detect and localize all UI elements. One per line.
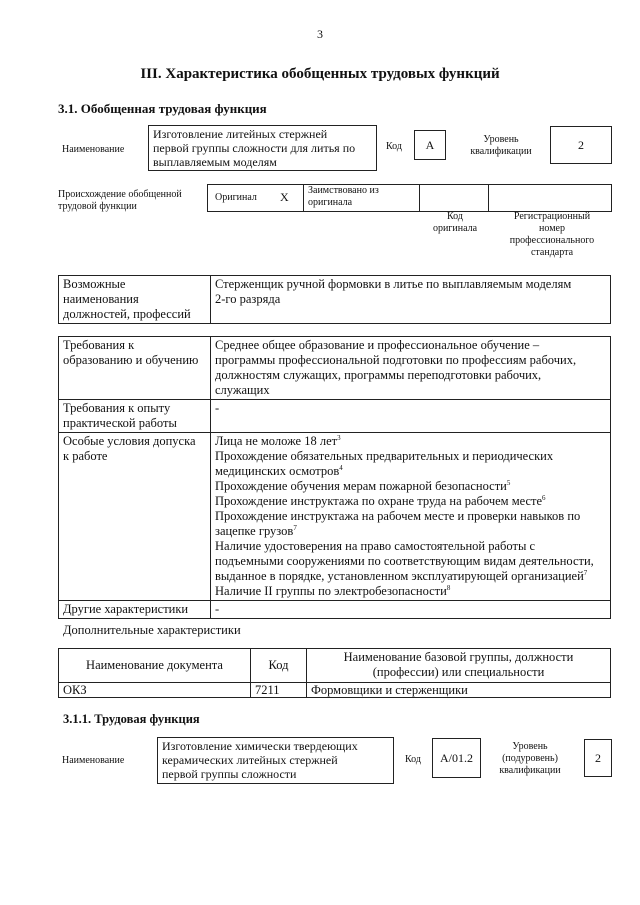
gf-code-value: A <box>414 130 446 160</box>
positions-label: Возможные наименования должностей, профессий <box>59 276 211 324</box>
general-function-heading: 3.1. Обобщенная трудовая функция <box>58 101 267 116</box>
lf-name-label: Наименование <box>62 755 125 766</box>
req-special-value <box>211 433 611 601</box>
condition-line: Прохождение обучения мерам пожарной безопасности$^5$ <box>215 478 511 493</box>
table-row <box>59 433 611 601</box>
row-code: 7211 <box>251 683 307 698</box>
row-name: Формовщики и стерженщики <box>307 683 611 698</box>
req-education-label: Требования к образованию и обучению <box>59 337 211 400</box>
origin-code-caption: Код оригинала <box>432 211 478 234</box>
col-document-header: Наименование документа <box>59 649 251 683</box>
req-special-label: Особые условия допуска к работе <box>59 433 211 601</box>
gf-code-label: Код <box>386 141 402 152</box>
section-title: III. Характеристика обобщенных трудовых функций <box>140 66 500 82</box>
table-row <box>59 683 611 698</box>
col-code-header: Код <box>251 649 307 683</box>
table-row <box>59 400 611 433</box>
additional-heading: Дополнительные характеристики <box>63 623 241 637</box>
condition-line: Прохождение инструктажа по охране труда на рабочем месте$^6$ <box>215 493 546 508</box>
req-education-value: Среднее общее образование и профессиональное обучение – программы профессиональной подготовки по профессиям рабочих, должностям служащих, программы переподготовки рабочих, служащих <box>211 337 611 400</box>
gf-name-line: выплавляемым моделям <box>153 155 277 169</box>
condition-line: зацепке грузов$^7$ <box>215 523 297 538</box>
req-experience-value: - <box>211 400 611 433</box>
original-label: Оригинал <box>215 192 257 203</box>
original-mark: X <box>280 190 289 204</box>
origin-divider <box>488 184 489 212</box>
labor-function-heading: 3.1.1. Трудовая функция <box>63 712 200 726</box>
origin-divider <box>419 184 420 212</box>
table-row <box>59 649 611 683</box>
gf-level-value: 2 <box>550 126 612 164</box>
req-experience-label: Требования к опыту практической работы <box>59 400 211 433</box>
row-document: ОКЗ <box>59 683 251 698</box>
reg-number-caption: Регистрационный номер профессионального стандарта <box>509 211 595 258</box>
condition-line: подъемными сооружениями по соответствующим видам деятельности, <box>215 554 594 568</box>
gf-name-label: Наименование <box>62 144 125 155</box>
condition-line: Лица не моложе 18 лет$^3$ <box>215 433 341 448</box>
borrowed-label: Заимствовано из оригинала <box>308 185 379 208</box>
table-row <box>59 337 611 400</box>
page-number: 3 <box>317 27 323 41</box>
lf-name-box: Изготовление химически твердеющих керамических литейных стержней первой группы сложности <box>157 737 394 784</box>
gf-name-line: Изготовление литейных стержней <box>153 127 328 141</box>
additional-table <box>58 648 611 698</box>
positions-table <box>58 275 611 324</box>
req-other-label: Другие характеристики <box>59 601 211 619</box>
condition-line: Наличие удостоверения на право самостоятельной работы с <box>215 539 536 553</box>
origin-divider <box>303 184 304 212</box>
gf-name-box <box>148 125 377 171</box>
gf-level-label: Уровень квалификации <box>470 134 532 157</box>
condition-line: Прохождение инструктажа на рабочем месте и проверки навыков по <box>215 509 581 523</box>
lf-level-value: 2 <box>584 739 612 777</box>
col-name-header: Наименование базовой группы, должности (профессии) или специальности <box>307 649 611 683</box>
lf-level-label: Уровень (подуровень) квалификации <box>499 741 561 776</box>
condition-line: выданное в порядке, установленном эксплуатирующей организацией$^7$ <box>215 568 588 583</box>
condition-line: медицинских осмотров$^4$ <box>215 463 343 478</box>
req-other-value: - <box>211 601 611 619</box>
table-row <box>59 276 611 324</box>
positions-value: Стерженщик ручной формовки в литье по выплавляемым моделям 2-го разряда <box>211 276 611 324</box>
origin-box <box>207 184 612 212</box>
gf-origin-label: Происхождение обобщенной трудовой функции <box>58 189 182 212</box>
condition-line: Наличие II группы по электробезопасности$^8$ <box>215 583 451 598</box>
gf-name-line: первой группы сложности для литья по <box>153 141 356 155</box>
condition-line: Прохождение обязательных предварительных и периодических <box>215 449 554 463</box>
lf-code-label: Код <box>405 754 421 765</box>
lf-code-value: A/01.2 <box>432 738 481 778</box>
requirements-table <box>58 336 611 619</box>
table-row <box>59 601 611 619</box>
